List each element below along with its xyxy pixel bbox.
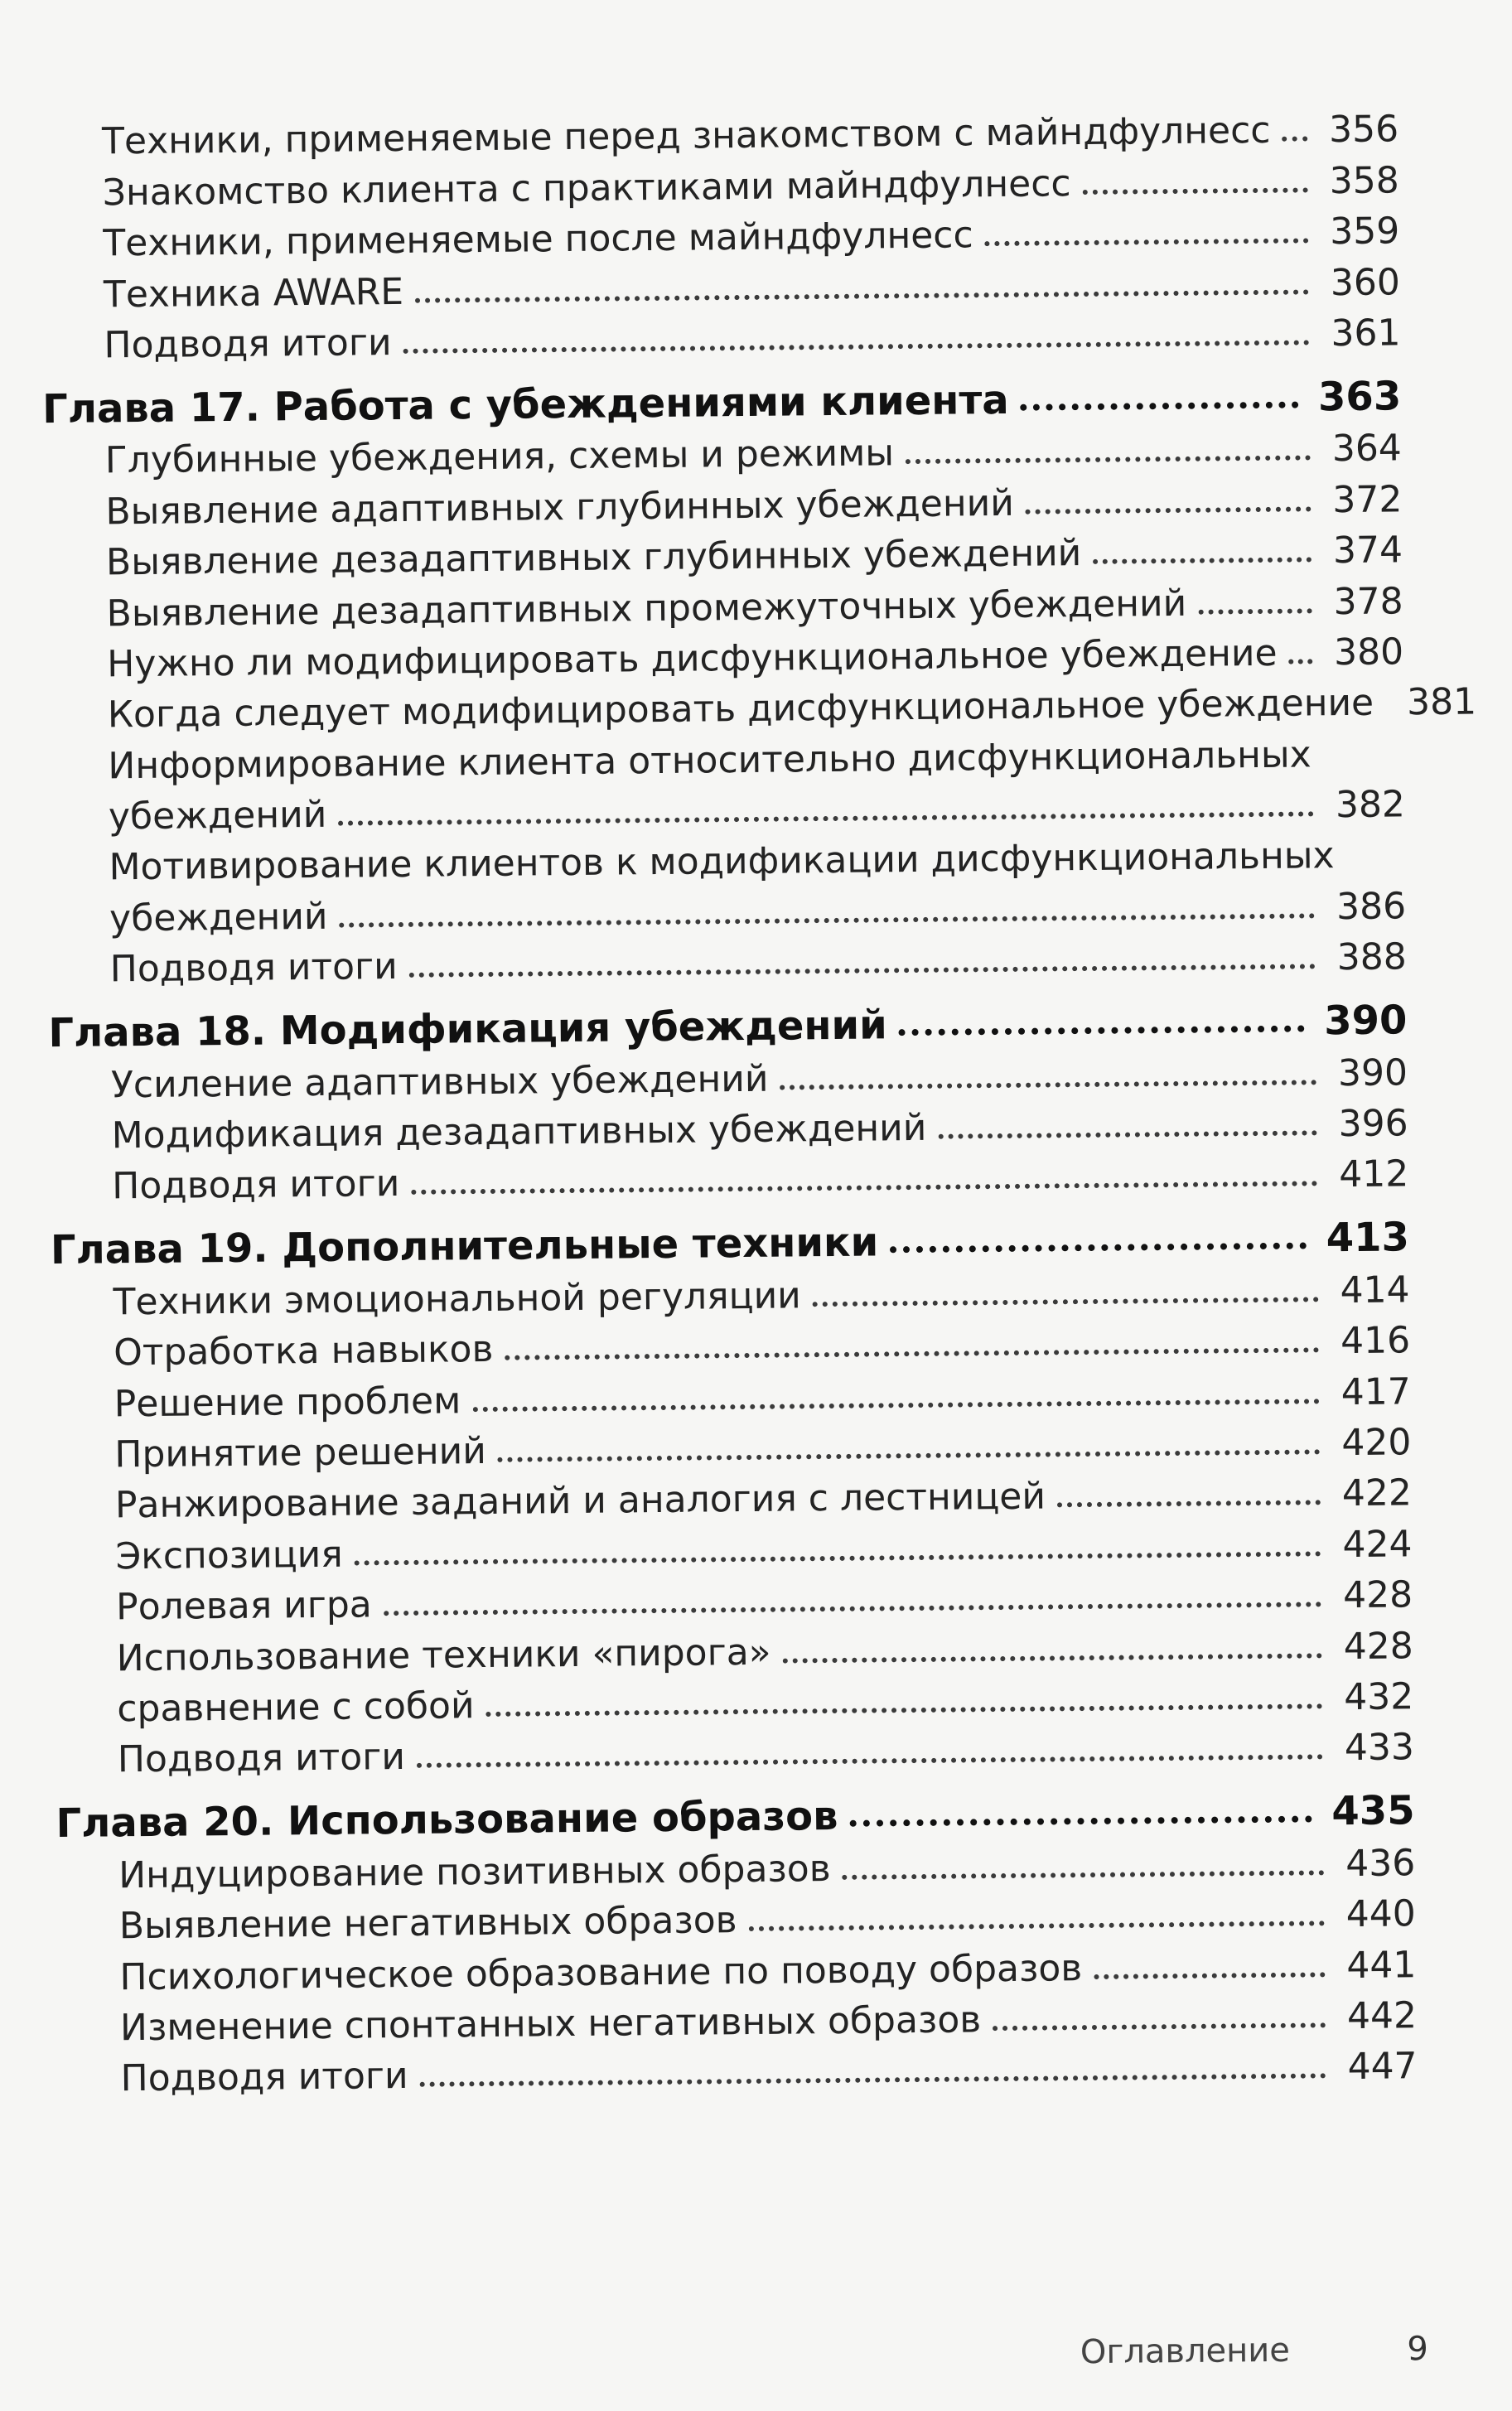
toc-entry-page: 420 [1331,1424,1411,1462]
dot-leader [420,2074,1326,2088]
toc-entry-page: 378 [1323,583,1403,621]
dot-leader [1198,608,1312,614]
toc-entry-title: Отработка навыков [114,1331,494,1371]
toc-entry-title: Изменение спонтанных негативных образов [120,2002,982,2046]
dot-leader [1289,659,1313,664]
toc-entry-page: 436 [1336,1845,1415,1882]
toc-entry-title: Ранжирование заданий и аналогия с лестницей [115,1479,1046,1524]
toc-entry-title: Индуцирование позитивных образов [118,1851,831,1894]
toc-entry-title: Подводя итоги [118,1739,405,1778]
toc-entry-title: сравнение с собой [117,1688,475,1727]
dot-leader [498,1449,1321,1462]
toc-entry-page: 381 [1397,684,1476,722]
toc-entry-page: 380 [1324,634,1403,671]
toc-entry [40,97,1399,161]
toc-entry-page: 388 [1326,940,1406,977]
dot-leader [415,289,1309,302]
toc-entry-page: 412 [1329,1157,1408,1194]
toc-entry-page: 428 [1333,1577,1413,1614]
running-footer-section: Оглавление [1080,2331,1291,2371]
page-number: 9 [1407,2330,1428,2368]
dot-leader [355,1551,1321,1565]
toc-entry-title: Модификация дезадаптивных убеждений [111,1110,926,1154]
dot-leader [938,1130,1316,1138]
dot-leader [749,1921,1325,1931]
toc-entry-title: Использование техники «пирога» [117,1634,771,1677]
dot-leader [1093,558,1312,565]
toc-entry-title: Выявление дезадаптивных промежуточных убеждений [106,585,1186,632]
toc-entry-page: 361 [1321,315,1400,352]
dot-leader [906,456,1311,465]
toc-entry-page: 382 [1326,786,1405,824]
dot-leader [1094,1972,1325,1979]
page-footer [1080,2330,1428,2371]
dot-leader [384,1602,1321,1616]
toc-entry-page: 417 [1331,1374,1411,1411]
dot-leader [849,1816,1312,1827]
toc-entry-page: 372 [1322,481,1402,519]
toc-entry-page: 442 [1337,1998,1417,2035]
toc-entry-page: 441 [1336,1947,1416,1984]
dot-leader [843,1870,1325,1880]
dot-leader [403,340,1310,354]
toc-entry-page: 433 [1335,1730,1414,1767]
toc-entry-title-continued: убеждений [109,797,327,836]
chapter-title: Глава 20. Использование образов [56,1796,838,1843]
toc-entry-page: 386 [1326,888,1406,925]
toc-entry-page: 422 [1332,1476,1412,1513]
dot-leader [813,1297,1319,1307]
dot-leader [985,239,1309,247]
chapter-title: Глава 19. Дополнительные техники [51,1223,879,1271]
dot-leader [1283,137,1308,142]
chapter-page: 413 [1318,1218,1409,1259]
dot-leader [1026,506,1312,514]
table-of-contents [40,97,1418,2098]
dot-leader [1083,187,1308,195]
toc-entry-page: 374 [1323,532,1403,569]
dot-leader [338,811,1314,825]
toc-entry-title: Экспозиция [115,1536,343,1575]
toc-entry-title: Подводя итоги [112,1166,399,1205]
toc-entry-page: 447 [1337,2049,1417,2086]
dot-leader [505,1348,1319,1360]
toc-entry-page: 396 [1328,1105,1408,1143]
dot-leader [993,2022,1326,2031]
chapter-page: 390 [1316,1001,1407,1041]
toc-entry-title: Техники, применяемые перед знакомством с майндфулнесс [102,113,1271,161]
toc-entry-title: Принятие решений [114,1433,486,1473]
dot-leader [417,1755,1323,1769]
toc-entry-title: Усиление адаптивных убеждений [111,1061,769,1104]
toc-entry-page: 414 [1330,1272,1409,1309]
toc-entry-title: Подводя итоги [110,949,398,988]
dot-leader [783,1653,1322,1663]
toc-entry-page: 360 [1321,264,1400,302]
toc-entry-title: Мотивирование клиентов к модификации дисфункциональных [109,838,1334,887]
toc-entry-page: 416 [1331,1323,1410,1360]
toc-entry-title: Техники, применяемые после майндфулнесс [103,217,973,262]
toc-entry-title: Техника AWARE [104,273,404,312]
toc-entry-page: 428 [1333,1628,1413,1665]
toc-entry-title: Выявление адаптивных глубинных убеждений [105,486,1014,531]
chapter-page: 363 [1310,376,1401,417]
dot-leader [899,1026,1305,1036]
toc-entry-page: 364 [1322,431,1402,468]
toc-entry-page: 356 [1319,112,1398,149]
toc-entry-title: Психологическое образование по поводу образов [119,1950,1082,1996]
toc-entry-title: Подводя итоги [104,325,391,364]
dot-leader [780,1080,1316,1090]
chapter-title: Глава 17. Работа с убеждениями клиента [42,380,1009,429]
toc-entry-title: Выявление дезадаптивных глубинных убеждений [106,535,1082,581]
dot-leader [340,913,1316,927]
toc-entry-title: Информирование клиента относительно дисфункциональных [108,737,1312,785]
chapter-title: Глава 18. Модификация убеждений [48,1006,887,1054]
toc-entry-title: Выявление негативных образов [119,1902,737,1945]
toc-entry-title: Решение проблем [114,1383,461,1423]
toc-entry-title: Когда следует модифицировать дисфункциональное убеждение [108,685,1374,734]
toc-entry-page: 359 [1320,214,1399,251]
toc-entry-page: 390 [1328,1055,1408,1092]
toc-entry-title: Техники эмоциональной регуляции [113,1278,801,1321]
toc-entry-title: Ролевая игра [116,1587,372,1626]
toc-entry-title-continued: убеждений [109,899,328,938]
chapter-page: 435 [1323,1791,1414,1832]
toc-entry-title: Нужно ли модифицировать дисфункциональное убеждение [107,635,1278,684]
toc-entry-title: Глубинные убеждения, схемы и режимы [105,436,895,480]
dot-leader [411,1181,1317,1196]
dot-leader [1021,402,1299,411]
toc-entry-page: 440 [1336,1896,1416,1933]
dot-leader [1057,1500,1321,1508]
dot-leader [890,1243,1307,1254]
dot-leader [472,1399,1320,1412]
dot-leader [409,964,1316,978]
toc-entry-title: Знакомство клиента с практиками майндфулнесс [103,166,1071,211]
toc-entry-page: 432 [1334,1679,1413,1716]
toc-entry-page: 424 [1332,1526,1412,1563]
toc-entry-page: 358 [1319,162,1398,200]
toc-entry-title: Подводя итоги [120,2058,408,2097]
dot-leader [486,1703,1323,1717]
